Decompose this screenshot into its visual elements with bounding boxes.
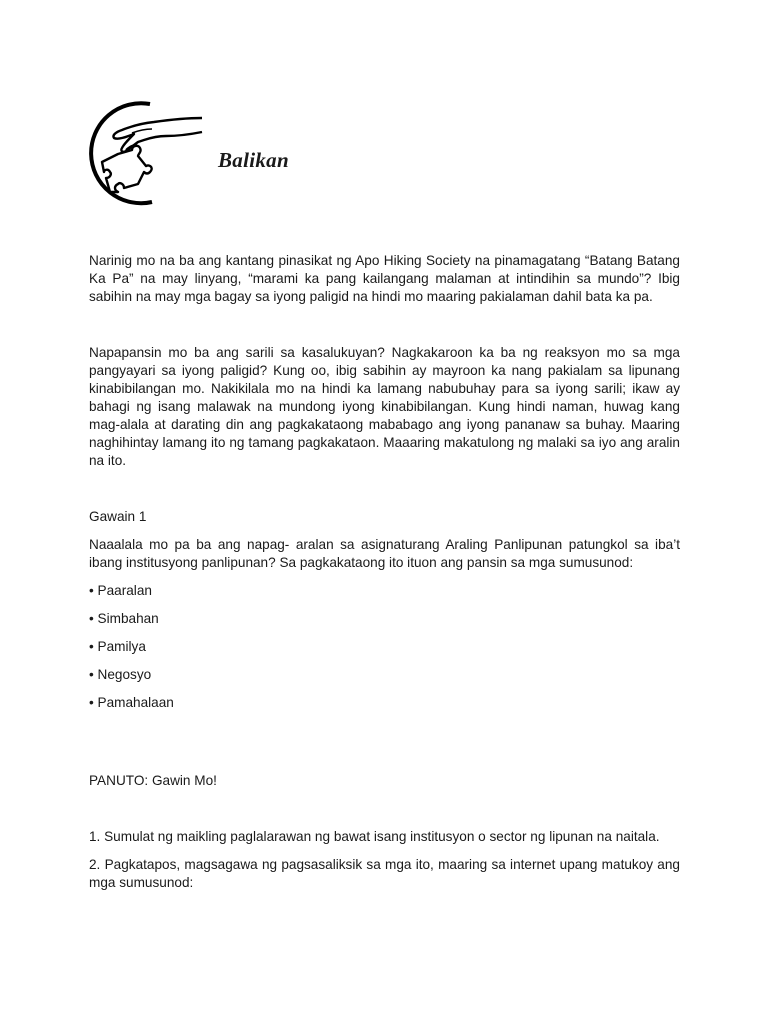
list-item: • Pamahalaan <box>89 695 174 710</box>
reflection-paragraph: Napapansin mo ba ang sarili sa kasalukuyan? Nagkakaroon ka ba ng reaksyon mo sa mga pangyayari sa iyong paligid? Kung oo, ibig sabihin ay mayroon ka nang pakialam sa lipunang kinabibilangan mo. Nakikilala mo na hindi ka lamang nabubuhay para sa iyong sarili; ikaw ay bahagi ng isang malawak na mundong iyong kinabibilangan. Kung hindi naman, huwag kang mag-alala at darating din ang pagkakataong mababago ang iyong pananaw sa buhay. Maaring naghihintay lamang ito ng tamang pagkakataon. Maaaring makatulong ng malaki sa iyo ang aralin na ito. <box>89 345 680 468</box>
instruction-step: 2. Pagkatapos, magsagawa ng pagsasaliksik sa mga ito, maaring sa internet upang matukoy ang mga sumusunod: <box>89 857 680 890</box>
list-item: • Pamilya <box>89 639 146 654</box>
hand-holding-puzzle-piece-icon <box>88 96 204 206</box>
intro-paragraph: Narinig mo na ba ang kantang pinasikat ng Apo Hiking Society na pinamagatang “Batang Batang Ka Pa” na may linyang, “marami ka pang kailangang malaman at intindihin sa mundo”? Ibig sabihin na may mga bagay sa iyong paligid na hindi mo maaring pakialaman dahil bata ka pa. <box>89 253 680 304</box>
document-body <box>89 252 680 902</box>
section-title: Balikan <box>218 148 289 172</box>
activity-prompt: Naaalala mo pa ba ang napag- aralan sa asignaturang Araling Panlipunan patungkol sa iba’t ibang institusyong panlipunan? Sa pagkakataong ito ituon ang pansin sa mga sumusunod: <box>89 537 680 570</box>
instruction-step: 1. Sumulat ng maikling paglalarawan ng bawat isang institusyon o sector ng lipunan na naitala. <box>89 829 660 844</box>
instructions-heading: PANUTO: Gawin Mo! <box>89 773 217 788</box>
list-item: • Negosyo <box>89 667 152 682</box>
list-item: • Paaralan <box>89 583 152 598</box>
list-item: • Simbahan <box>89 611 159 626</box>
activity-heading: Gawain 1 <box>89 509 147 524</box>
